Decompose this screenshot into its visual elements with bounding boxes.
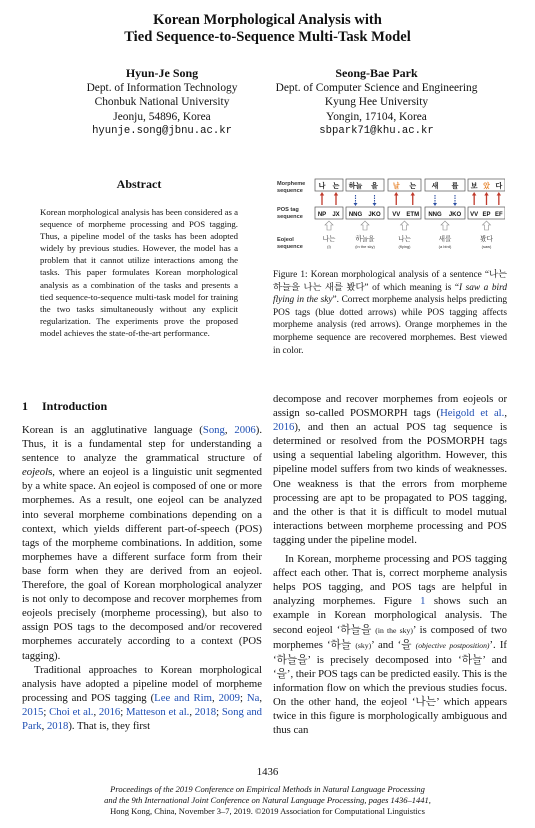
eojeol-word: 하늘을 bbox=[355, 236, 375, 243]
eojeol-gloss: (in the sky) bbox=[355, 244, 375, 249]
eojeol-up-arrow bbox=[401, 221, 409, 230]
text-run: , bbox=[224, 424, 235, 436]
red-arrowhead bbox=[334, 192, 338, 196]
red-arrowhead bbox=[484, 192, 488, 196]
pos-tag-token: JKO bbox=[448, 212, 462, 218]
red-arrowhead bbox=[394, 192, 398, 196]
text-run: In Korean, morpheme processing and POS tagging affect each other. That is, correct morpheme analysis helps POS tagging, and POS tags are helpful in analyzing morphemes. Figure bbox=[273, 553, 507, 608]
eojeol-word: 나는 bbox=[398, 236, 411, 243]
eojeol-up-arrow bbox=[361, 221, 369, 230]
citation-link[interactable]: 1 bbox=[420, 595, 426, 608]
citation-link[interactable]: Lee and Rim bbox=[154, 691, 212, 704]
author-address: Yongin, 17104, Korea bbox=[326, 110, 427, 123]
paragraph bbox=[273, 552, 507, 737]
abstract-heading: Abstract bbox=[116, 177, 162, 191]
author-name: Seong-Bae Park bbox=[335, 66, 418, 80]
row-label: sequence bbox=[277, 214, 303, 220]
red-arrowhead bbox=[320, 192, 324, 196]
emphasis-text: I saw a bird flying in the sky bbox=[273, 282, 507, 306]
citation-link[interactable]: 2015 bbox=[22, 705, 44, 718]
text-run: Traditional approaches to Korean morphological analysis have adopted a pipeline model of morpheme processing and POS tagging ( bbox=[22, 663, 262, 704]
gloss-text: (objective postposition) bbox=[415, 640, 490, 650]
blue-arrowhead bbox=[433, 203, 437, 206]
eojeol-gloss: (a bird) bbox=[438, 244, 452, 249]
text-run: ; bbox=[216, 705, 222, 718]
text-run: Figure 1: Korean morphological analysis of a sentence “나는 하늘을 나는 새를 봤다” of which meaning is “ bbox=[273, 270, 507, 293]
figure-caption bbox=[273, 269, 507, 357]
body-column-right bbox=[273, 392, 507, 737]
morpheme-token: 하늘 bbox=[348, 183, 363, 190]
footer-line: and the 9th International Joint Conference on Natural Language Processing, pages 1436–1441, bbox=[104, 795, 431, 806]
text-run: ”. Correct morpheme analysis helps predicting POS tags (blue dotted arrows) while POS tagging affects morpheme analysis (red arrows). Orange morphemes in the morpheme sequence are recovered morphemes. Best viewed in color. bbox=[273, 295, 507, 356]
text-run: , bbox=[259, 691, 262, 704]
section-title: Introduction bbox=[42, 399, 108, 413]
eojeol-gloss: (I) bbox=[327, 244, 331, 249]
eojeol-gloss: (flying) bbox=[398, 244, 411, 249]
gloss-text: (sky) bbox=[355, 640, 372, 650]
emphasis-text: eojeol bbox=[22, 466, 49, 479]
text-run: ’ and ‘을 bbox=[371, 638, 416, 651]
morpheme-token: 나 bbox=[318, 183, 326, 190]
proceedings-footer bbox=[0, 784, 535, 818]
morpheme-token: 새 bbox=[431, 183, 439, 190]
morpheme-token: 을 bbox=[371, 183, 378, 190]
pos-tag-token: NP bbox=[317, 212, 327, 218]
text-run: , bbox=[211, 691, 219, 704]
eojeol-up-arrow bbox=[483, 221, 491, 230]
text-run: ). That is, they first bbox=[68, 719, 151, 732]
text-run: decompose and recover morphemes from eojeols or assign so-called POSMORPH tags ( bbox=[273, 393, 507, 420]
row-label: sequence bbox=[277, 244, 303, 250]
eojeol-word: 새를 bbox=[438, 236, 452, 243]
title-line-1: Korean Morphological Analysis with bbox=[153, 12, 382, 28]
morpheme-token: 는 bbox=[409, 183, 417, 190]
author-address: Jeonju, 54896, Korea bbox=[113, 110, 211, 123]
text-run: ; bbox=[120, 705, 126, 718]
author-affiliation: Dept. of Information Technology bbox=[86, 81, 238, 94]
citation-link[interactable]: 2016 bbox=[273, 421, 295, 434]
pos-tag-token: EF bbox=[494, 212, 503, 218]
eojeol-word: 나는 bbox=[322, 236, 336, 243]
text-run: , bbox=[93, 705, 99, 718]
text-run: s, where an eojeol is a linguistic unit segmented by a white space. An eojeol is composed of one or more morphemes. As a result, one eojeol can be analyzed into several morpheme combinations depending on a context, which yields different part-of-speech (POS) tags of the morpheme combinations. In addition, some morphemes have a different surface form from their base form when they are derived from an eojeol. Therefore, the goal of Korean morphological analyzer is not only to decompose and recover morphemes from eojeols precisely (morpheme processing), but also to assign POS tags to the decomposed and/or recovered morphemes accurately according to a context (POS tagging). bbox=[22, 466, 262, 662]
pos-tag-token: VV bbox=[392, 212, 401, 218]
body-column-left bbox=[22, 423, 262, 733]
author-email[interactable]: sbpark71@khu.ac.kr bbox=[319, 125, 434, 138]
author-institution: Chonbuk National University bbox=[94, 96, 230, 109]
text-run: Korean is an agglutinative language ( bbox=[22, 424, 203, 436]
blue-arrowhead bbox=[373, 203, 377, 206]
red-arrowhead bbox=[472, 192, 476, 196]
morphology-diagram bbox=[275, 175, 505, 263]
red-arrowhead bbox=[411, 192, 415, 196]
morpheme-token: 보 bbox=[470, 183, 478, 190]
page-number: 1436 bbox=[256, 766, 279, 778]
figure-1 bbox=[275, 175, 505, 263]
red-arrowhead bbox=[497, 192, 501, 196]
gloss-text: (in the sky) bbox=[375, 625, 413, 635]
citation-link[interactable]: 2018 bbox=[194, 705, 217, 718]
eojeol-gloss: (saw) bbox=[481, 244, 492, 249]
author-block-1 bbox=[42, 66, 282, 139]
abstract-body bbox=[40, 206, 238, 339]
author-institution: Kyung Hee University bbox=[324, 96, 429, 109]
text-run: ’. If ‘하늘을’ is precisely decomposed into ‘하늘’ and ‘을’, their POS tags can be predicted easily. This is the information flow on which the previous studies focus. On the other hand, the eojeol ‘나는’ which appears twice in this figure is morphologically ambiguous and thus can bbox=[273, 638, 507, 737]
morpheme-token: 았 bbox=[483, 183, 490, 190]
section-number: 1 bbox=[22, 399, 28, 413]
paragraph bbox=[22, 663, 262, 733]
eojeol-up-arrow bbox=[441, 221, 449, 230]
citation-link[interactable]: 2016 bbox=[98, 705, 121, 718]
row-label: Morpheme bbox=[277, 181, 306, 187]
citation-link[interactable]: 2018 bbox=[46, 719, 69, 732]
eojeol-word: 봤다 bbox=[480, 236, 493, 243]
eojeol-up-arrow bbox=[325, 221, 333, 230]
citation-link[interactable]: Na bbox=[246, 691, 260, 704]
pos-tag-token: NNG bbox=[428, 212, 442, 218]
text-run: shows such an example in Korean morphological analysis. The second eojeol ‘하늘을 bbox=[273, 595, 508, 636]
morpheme-token: 는 bbox=[332, 183, 340, 190]
text-run: ; bbox=[43, 705, 50, 718]
pos-tag-token: JX bbox=[332, 212, 340, 218]
text-run: , bbox=[504, 407, 507, 420]
author-affiliation: Dept. of Computer Science and Engineering bbox=[275, 81, 478, 94]
title-line-2: Tied Sequence-to-Sequence Multi-Task Model bbox=[124, 29, 411, 45]
morpheme-token: 날 bbox=[392, 183, 400, 190]
footer-line: Proceedings of the 2019 Conference on Empirical Methods in Natural Language Processing bbox=[110, 784, 425, 794]
author-email[interactable]: hyunje.song@jbnu.ac.kr bbox=[92, 125, 232, 138]
author-name: Hyun-Je Song bbox=[125, 66, 199, 80]
morpheme-token: 를 bbox=[451, 183, 459, 190]
author-block-2 bbox=[254, 66, 499, 139]
row-label: sequence bbox=[277, 188, 303, 194]
citation-link[interactable]: Matteson et al. bbox=[125, 705, 190, 718]
text-run: ), and then an actual POS tag sequence is determined or resolved from the POSMORPH tags using a sequential labeling algorithm. However, this pipeline model suffers from two kinds of weaknesses. One weakness is that the errors from morpheme processing are apt to be propagated to POS tagging, and the other is that it is difficult to model mutual interactions between morpheme processing and POS tagging under the pipeline model. bbox=[273, 421, 507, 546]
morpheme-token: 다 bbox=[495, 183, 503, 190]
citation-link[interactable]: Song bbox=[202, 424, 225, 436]
pos-tag-token: JKO bbox=[368, 212, 381, 218]
text-run: ; bbox=[239, 691, 247, 704]
pos-tag-token: VV bbox=[470, 212, 479, 218]
citation-link[interactable]: Heigold et al. bbox=[440, 407, 505, 420]
blue-arrowhead bbox=[453, 203, 457, 206]
citation-link[interactable]: 2006 bbox=[234, 424, 256, 436]
text-run: ). Thus, it is a fundamental step for understanding a sentence to analyze the grammatical structure of bbox=[22, 424, 262, 465]
paper-title bbox=[0, 12, 535, 46]
blue-arrowhead bbox=[354, 203, 358, 206]
section-heading bbox=[22, 399, 262, 414]
citation-link[interactable]: Choi et al. bbox=[49, 705, 94, 718]
row-label: Eojeol bbox=[277, 237, 294, 243]
paragraph bbox=[22, 423, 262, 663]
citation-link[interactable]: 2009 bbox=[218, 691, 240, 704]
text-run: , bbox=[189, 705, 195, 718]
text-run: , bbox=[41, 719, 47, 732]
paragraph bbox=[273, 392, 507, 547]
text-run: ’ is composed of two morphemes ‘하늘 bbox=[273, 623, 507, 651]
pos-tag-token: NNG bbox=[348, 212, 363, 218]
row-label: POS tag bbox=[277, 207, 299, 213]
citation-link[interactable]: Song and Park bbox=[22, 705, 263, 732]
footer-line: Hong Kong, China, November 3–7, 2019. ©2019 Association for Computational Linguistics bbox=[110, 806, 425, 817]
abstract-text: Korean morphological analysis has been considered as a sequence of morpheme processing and POS tagging. Thus, a pipeline model of the tasks has been adopted widely by previous studies. However, the model has a problem that it cannot utilize interactions among the tasks. This paper formulates Korean morphological analysis as a combination of the tasks and presents a tied sequence-to-sequence multi-task model for training the two tasks simultaneously without any explicit regularization. The experiments prove the proposed model achieves the state-of-the-art performance. bbox=[40, 207, 238, 338]
pos-tag-token: EP bbox=[482, 212, 491, 218]
pos-tag-token: ETM bbox=[406, 212, 420, 218]
